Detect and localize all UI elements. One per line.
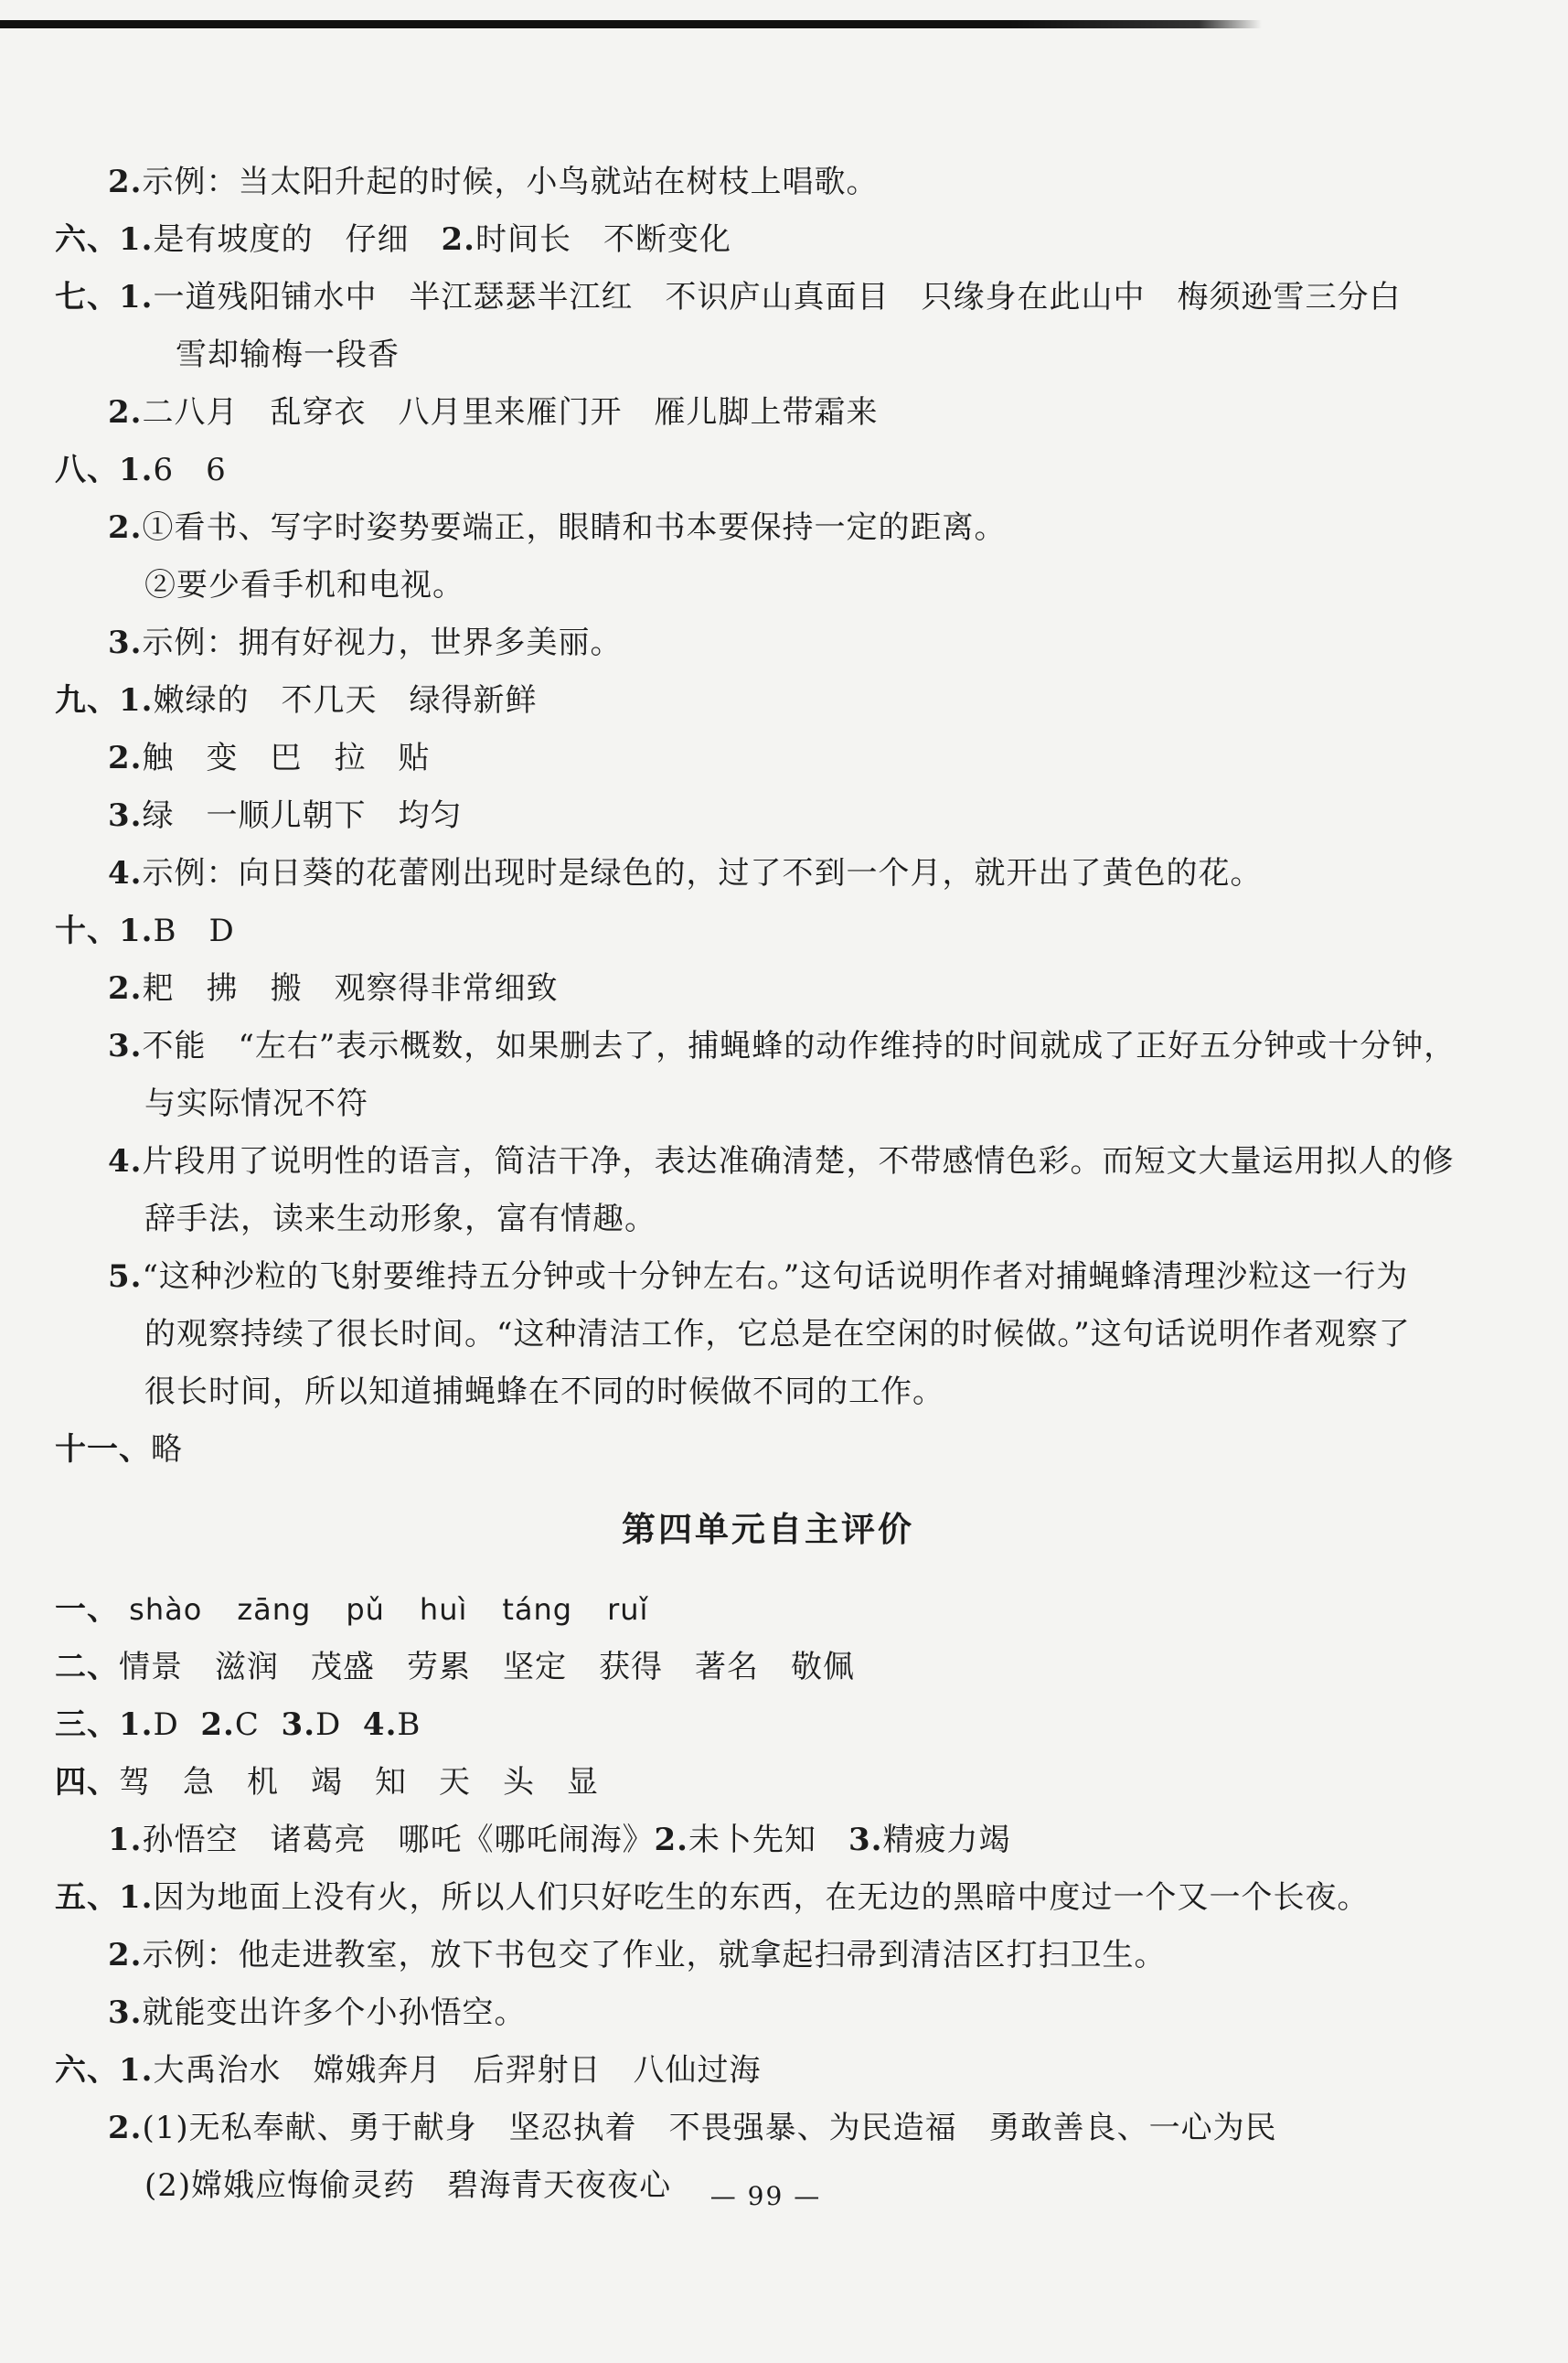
answer-line: 六、1.是有坡度的 仔细 2.时间长 不断变化 <box>55 221 731 258</box>
page-number: — 99 — <box>709 2181 822 2211</box>
answer-line: 3.不能 “左右”表示概数，如果删去了，捕蝇蜂的动作维持的时间就成了正好五分钟或十分钟， <box>108 1028 1456 1064</box>
pinyin-item: ruǐ <box>607 1592 649 1627</box>
pinyin-item: pǔ <box>346 1592 385 1627</box>
pinyin-line: 一、 shào zāng pǔ huì táng ruǐ <box>55 1581 1518 1639</box>
answer-line: 十、1.B D <box>55 913 235 949</box>
answer-line: 3.就能变出许多个小孙悟空。 <box>108 1994 527 2031</box>
answer-line: 2.①看书、写字时姿势要端正，眼睛和书本要保持一定的距离。 <box>108 509 1007 546</box>
pinyin-item: zāng <box>237 1592 312 1627</box>
answer-line: 雪却输梅一段香 <box>176 337 400 373</box>
answer-line: 辞手法，读来生动形象，富有情趣。 <box>144 1201 656 1237</box>
section-title: 第四单元自主评价 <box>622 1510 914 1549</box>
answer-line: 3.绿 一顺儿朝下 均匀 <box>108 797 463 834</box>
answer-line: 5.“这种沙粒的飞射要维持五分钟或十分钟左右。”这句话说明作者对捕蝇蜂清理沙粒这一行为 <box>108 1258 1409 1295</box>
answer-line: 六、1.大禹治水 嫦娥奔月 后羿射日 八仙过海 <box>55 2052 762 2089</box>
answer-line: 九、1.嫩绿的 不几天 绿得新鲜 <box>55 682 538 719</box>
answer-line: 1.孙悟空 诸葛亮 哪吒《哪吒闹海》2.未卜先知 3.精疲力竭 <box>108 1822 1011 1858</box>
answer-page <box>55 154 1518 2215</box>
answer-line: 2.耙 拂 搬 观察得非常细致 <box>108 970 559 1007</box>
answer-line: 4.示例：向日葵的花蕾刚出现时是绿色的，过了不到一个月，就开出了黄色的花。 <box>108 855 1263 892</box>
pinyin-item: huì <box>419 1592 468 1627</box>
answer-line: 3.示例：拥有好视力，世界多美丽。 <box>108 625 623 661</box>
answer-line: 很长时间，所以知道捕蝇蜂在不同的时候做不同的工作。 <box>144 1374 944 1410</box>
answer-line: 四、驾 急 机 竭 知 天 头 显 <box>55 1764 599 1801</box>
answer-line: 三、1.D 2.C 3.D 4.B <box>55 1706 421 1743</box>
answer-line: (2)嫦娥应悔偷灵药 碧海青天夜夜心 <box>144 2167 672 2204</box>
answer-line: 二、情景 滋润 茂盛 劳累 坚定 获得 著名 敬佩 <box>55 1649 855 1685</box>
answer-line: 4.片段用了说明性的语言，简洁干净，表达准确清楚，不带感情色彩。而短文大量运用拟人的修 <box>108 1143 1455 1180</box>
answer-line: ②要少看手机和电视。 <box>144 567 464 604</box>
answer-line: 2.示例：他走进教室，放下书包交了作业，就拿起扫帚到清洁区打扫卫生。 <box>108 1937 1167 1973</box>
pinyin-item: shào <box>129 1592 203 1627</box>
answer-line: 2.二八月 乱穿衣 八月里来雁门开 雁儿脚上带霜来 <box>108 394 879 431</box>
answer-line: 八、1.6 6 <box>55 452 227 488</box>
answer-line: 的观察持续了很长时间。“这种清洁工作，它总是在空闲的时候做。”这句话说明作者观察了 <box>144 1316 1411 1353</box>
pinyin-item: táng <box>502 1592 573 1627</box>
answer-line: 2.(1)无私奉献、勇于献身 坚忍执着 不畏强暴、为民造福 勇敢善良、一心为民 <box>108 2110 1277 2146</box>
answer-line: 五、1.因为地面上没有火，所以人们只好吃生的东西，在无边的黑暗中度过一个又一个长夜。 <box>55 1879 1370 1916</box>
answer-line: 与实际情况不符 <box>144 1085 368 1122</box>
top-rule <box>0 20 1262 28</box>
answer-line: 七、1.一道残阳铺水中 半江瑟瑟半江红 不识庐山真面目 只缘身在此山中 梅须逊雪三分白 <box>55 279 1402 315</box>
answer-line: 2.触 变 巴 拉 贴 <box>108 740 431 776</box>
answer-line: 2.示例：当太阳升起的时候，小鸟就站在树枝上唱歌。 <box>108 164 879 200</box>
answer-line: 十一、略 <box>55 1431 183 1468</box>
